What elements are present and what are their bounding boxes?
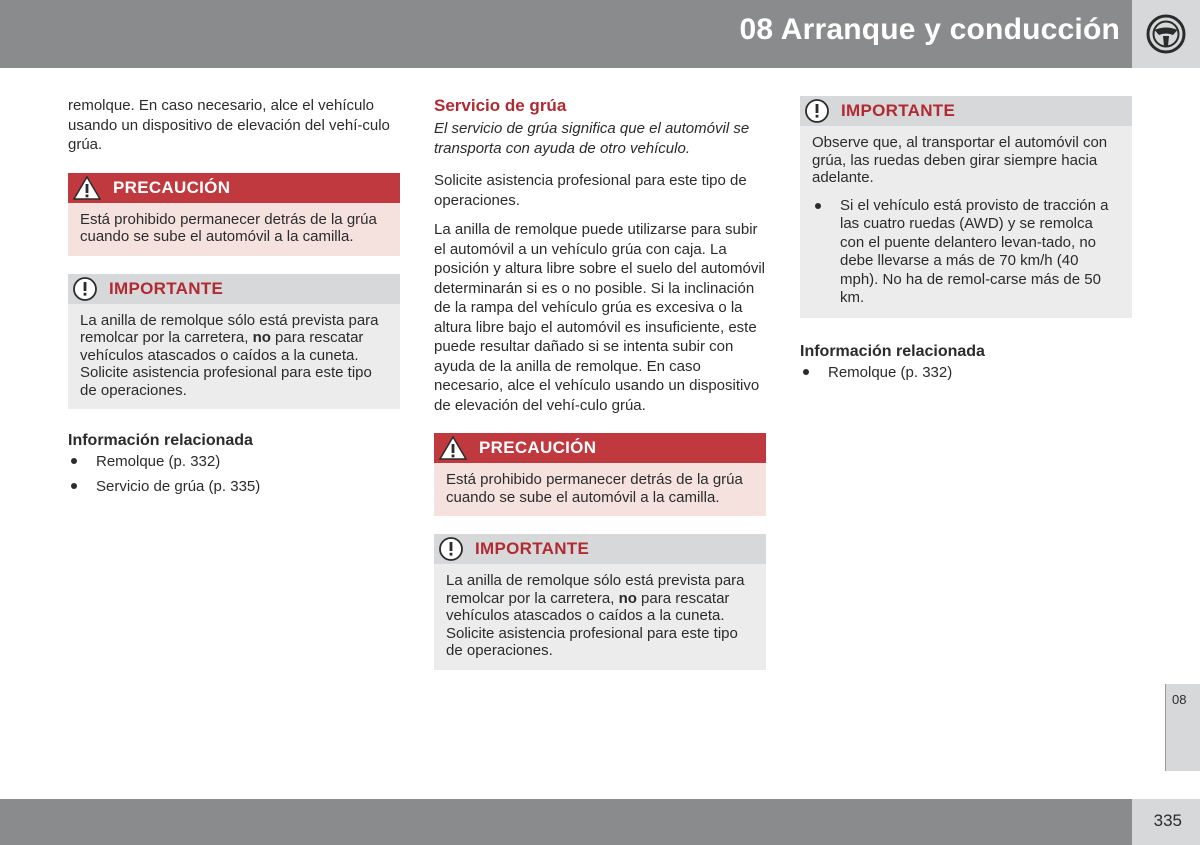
caution-text: Está prohibido permanecer detrás de la grúa cuando se sube el automóvil a la camilla.: [68, 203, 400, 256]
important-label: IMPORTANTE: [841, 101, 956, 120]
related-link[interactable]: Servicio de grúa (p. 335): [68, 477, 400, 496]
important-label: IMPORTANTE: [109, 278, 224, 298]
important-text-bold: no: [252, 329, 271, 346]
related-link[interactable]: Remolque (p. 332): [800, 363, 1132, 382]
warning-triangle-icon: [72, 175, 102, 201]
section-lead: El servicio de grúa significa que el automóvil se transporta con ayuda de otro vehículo.: [434, 120, 750, 157]
related-info-list: [68, 452, 400, 496]
intro-paragraph: remolque. En caso necesario, alce el vehículo usando un dispositivo de elevación del vehí-culo grúa.: [68, 97, 390, 153]
important-box: [68, 274, 400, 410]
important-header: [434, 534, 766, 564]
chapter-tab-label: 08: [1172, 692, 1187, 707]
important-text-part: para rescatar vehículos atascados o caídos a la cuneta. Solicite asistencia profesional para este tipo de operaciones.: [80, 329, 372, 399]
important-header: [800, 96, 1132, 126]
important-body: [800, 126, 1132, 318]
caution-label: PRECAUCIÓN: [479, 438, 597, 457]
page-header: [0, 0, 1132, 68]
chapter-title: 08 Arranque y conducción: [739, 13, 1120, 46]
exclamation-circle-icon: [438, 536, 464, 562]
important-text-part: para rescatar vehículos atascados o caídos a la cuneta. Solicite asistencia profesional para este tipo de operaciones.: [446, 589, 738, 659]
important-text-part: La anilla de remolque sólo está prevista para remolcar por la carretera,: [446, 572, 745, 607]
caution-label: PRECAUCIÓN: [113, 177, 231, 197]
section-title: Servicio de grúa: [434, 96, 567, 115]
related-link[interactable]: Remolque (p. 332): [68, 452, 400, 471]
important-bullet: Si el vehículo está provisto de tracción a las cuatro ruedas (AWD) y se remolca con el puente delantero levan-tado, no debe llevarse a más de 70 km/h (40 mph). No ha de remol-carse más de 50 km.: [812, 197, 1120, 308]
page-number: 335: [1153, 811, 1182, 830]
related-info-heading: Información relacionada: [68, 432, 253, 449]
chapter-tab: [1165, 684, 1200, 771]
important-text-bold: no: [618, 589, 637, 607]
important-text: [434, 564, 766, 670]
caution-header: [68, 173, 400, 203]
page-number-box: [1132, 799, 1200, 845]
important-header: [68, 274, 400, 304]
body-paragraph: La anilla de remolque puede utilizarse para subir el automóvil a un vehículo grúa con caja. La posición y altura libre sobre el suelo del automóvil determinarán si es o no posible. Si la inclinación de la rampa del vehículo grúa es excesiva o la altura libre bajo el automóvil es insuficiente, este puede resultar dañado si se intenta subir con ayuda de la anilla de remolque. En caso necesario, alce el vehículo usando un dispositivo de elevación del vehí-culo grúa.: [434, 221, 766, 414]
important-text: [68, 304, 400, 410]
steering-wheel-icon: [1145, 13, 1187, 55]
page-footer: [0, 799, 1132, 845]
important-box: [434, 534, 766, 670]
important-box: [800, 96, 1132, 318]
related-info-list: [800, 363, 1132, 382]
caution-text: Está prohibido permanecer detrás de la grúa cuando se sube el automóvil a la camilla.: [434, 463, 766, 516]
related-info-heading: Información relacionada: [800, 342, 985, 360]
column-left: [68, 96, 400, 502]
caution-box: [434, 433, 766, 516]
important-label: IMPORTANTE: [475, 539, 590, 558]
important-text: Observe que, al transportar el automóvil con grúa, las ruedas deben girar siempre hacia adelante.: [812, 134, 1108, 186]
exclamation-circle-icon: [804, 98, 830, 124]
caution-header: [434, 433, 766, 463]
warning-triangle-icon: [438, 435, 468, 461]
column-middle: [434, 96, 766, 688]
body-paragraph: Solicite asistencia profesional para este tipo de operaciones.: [434, 172, 747, 209]
caution-box: [68, 173, 400, 256]
chapter-icon-box: [1132, 0, 1200, 68]
important-text-part: La anilla de remolque sólo está prevista para remolcar por la carretera,: [80, 311, 379, 346]
column-right: [800, 96, 1132, 388]
exclamation-circle-icon: [72, 276, 98, 302]
